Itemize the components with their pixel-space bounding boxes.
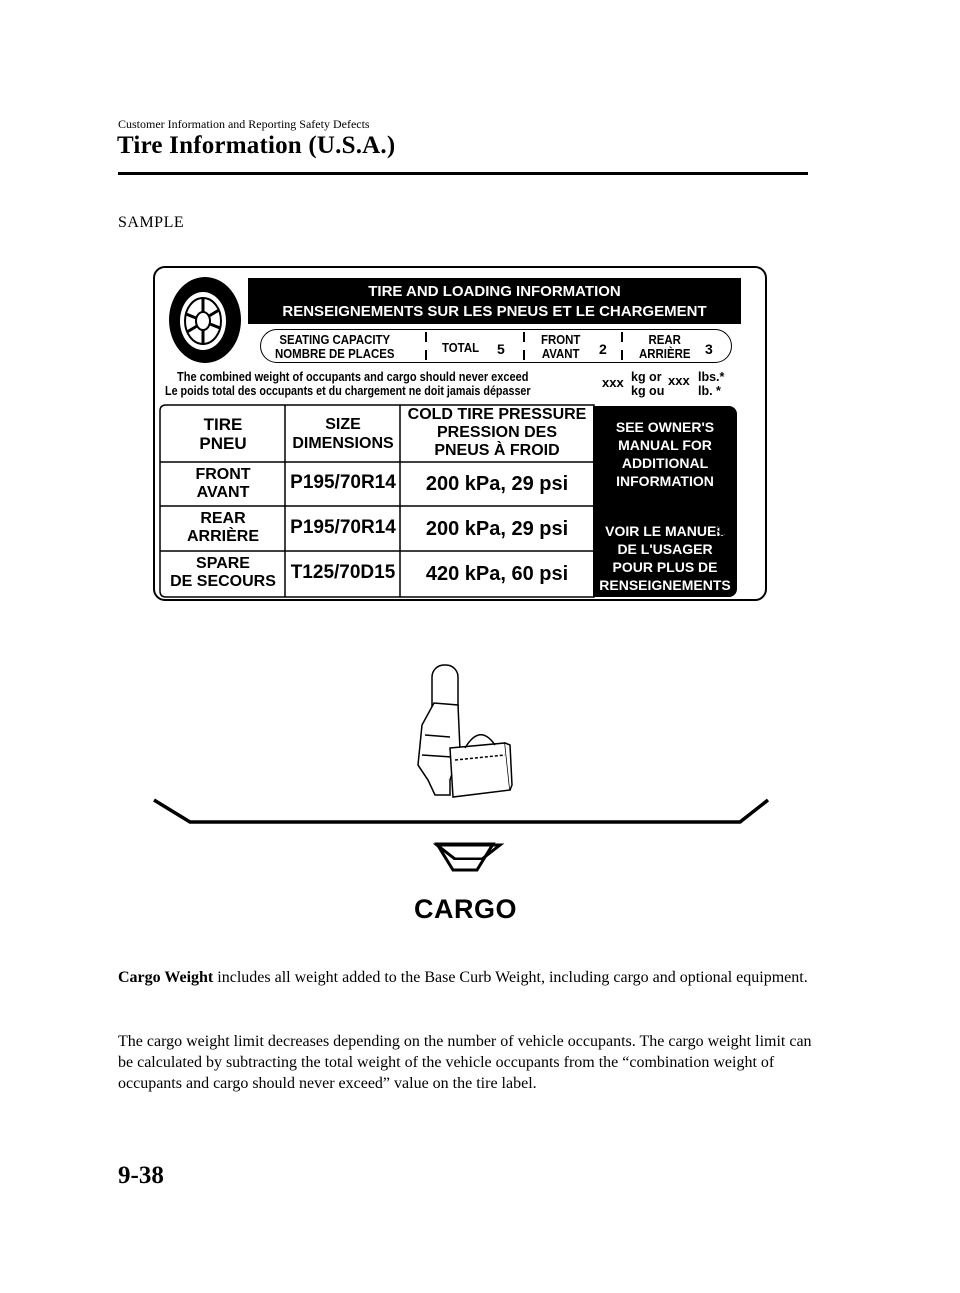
row-spare-en: SPARE [196, 555, 250, 572]
front-seat-value: 2 [599, 341, 607, 357]
rear-seat-value: 3 [705, 341, 713, 357]
cargo-weight-definition: includes all weight added to the Base Curb Weight, including cargo and optional equipment. [213, 969, 808, 986]
kg-or: kg or [631, 370, 662, 384]
kg-xxx: xxx [602, 375, 624, 390]
front-seat-label [541, 333, 580, 361]
row-spare-size: T125/70D15 [290, 562, 396, 583]
row-front-size: P195/70R14 [290, 472, 396, 493]
combined-fr: Le poids total des occupants et du chargement ne doit jamais dépasser [165, 384, 531, 398]
combined-en: The combined weight of occupants and cargo should never exceed [177, 370, 529, 384]
seating-capacity-label [275, 333, 395, 361]
paragraph-cargo-limit: The cargo weight limit decreases depending on the number of vehicle occupants. The cargo weight limit can be calculated by subtracting the total weight of the vehicle occupants from the “combination weight of occupants and cargo should never exceed” value on the tire label. [118, 1033, 812, 1092]
row-front-pressure: 200 kPa, 29 psi [425, 473, 569, 495]
header-tire [162, 415, 284, 453]
front-seat-en: FRONT [541, 332, 581, 347]
rear-seat-en: REAR [648, 332, 681, 347]
row-front-en: FRONT [195, 466, 251, 483]
row-rear-pressure: 200 kPa, 29 psi [425, 518, 569, 540]
row-rear-size: P195/70R14 [290, 517, 396, 538]
sample-caption: SAMPLE [118, 214, 185, 231]
seating-en: SEATING CAPACITY [279, 332, 391, 347]
owner-manual-notice [593, 406, 737, 597]
header-size-fr: DIMENSIONS [292, 435, 394, 452]
row-rear-position [162, 510, 284, 546]
total-value: 5 [497, 341, 505, 357]
header-size [286, 415, 400, 453]
cargo-tray-outline [154, 800, 768, 822]
banner-french: RENSEIGNEMENTS SUR LES PNEUS ET LE CHARGEMENT [282, 303, 707, 320]
tire-placard [153, 266, 767, 601]
header-pressure [401, 406, 593, 460]
header-size-en: SIZE [325, 416, 361, 433]
cargo-illustration [150, 655, 775, 860]
row-rear-en: REAR [200, 510, 246, 527]
kg-ou: kg ou [631, 384, 665, 398]
page-title: Tire Information (U.S.A.) [117, 132, 396, 159]
lbs-label: lbs.* [698, 370, 725, 384]
lb-label: lb. * [698, 384, 721, 398]
label-code: (XXXX) [714, 506, 730, 553]
header-tire-en: TIRE [203, 415, 243, 434]
section-heading: Customer Information and Reporting Safety Defects [118, 117, 370, 131]
header-pressure-fr1: PRESSION DES [436, 424, 558, 441]
total-label: TOTAL [442, 340, 480, 355]
front-seat-fr: AVANT [541, 346, 580, 361]
notice-english: SEE OWNER'S MANUAL FOR ADDITIONAL INFORMATION [615, 419, 715, 489]
row-rear-fr: ARRIÈRE [186, 528, 259, 545]
rear-seat-fr: ARRIÈRE [639, 346, 691, 361]
banner-english: TIRE AND LOADING INFORMATION [368, 283, 621, 300]
header-pressure-en: COLD TIRE PRESSURE [407, 406, 587, 423]
title-rule [118, 172, 808, 175]
row-spare-fr: DE SECOURS [170, 573, 276, 590]
arrow-down-icon [425, 840, 505, 875]
label-banner [248, 278, 741, 324]
page-number: 9-38 [118, 1162, 164, 1189]
row-spare-position [162, 555, 284, 591]
header-tire-fr: PNEU [199, 434, 247, 453]
seating-fr: NOMBRE DE PLACES [275, 346, 395, 361]
row-front-fr: AVANT [196, 484, 250, 501]
row-spare-pressure: 420 kPa, 60 psi [425, 563, 569, 585]
rear-seat-label [639, 333, 690, 361]
tire-icon [165, 274, 245, 366]
row-front-position [162, 466, 284, 502]
cargo-caption: CARGO [414, 894, 517, 924]
header-pressure-fr2: PNEUS À FROID [434, 442, 560, 459]
paragraph-cargo-weight [118, 967, 818, 988]
lbs-xxx: xxx [668, 373, 690, 388]
tire-pressure-table [158, 403, 594, 597]
term-cargo-weight: Cargo Weight [118, 969, 214, 986]
seating-capacity-bar [260, 329, 732, 363]
notice-french: VOIR LE MANUEL DE L'USAGER POUR PLUS DE RENSEIGNEMENTS [599, 523, 731, 593]
